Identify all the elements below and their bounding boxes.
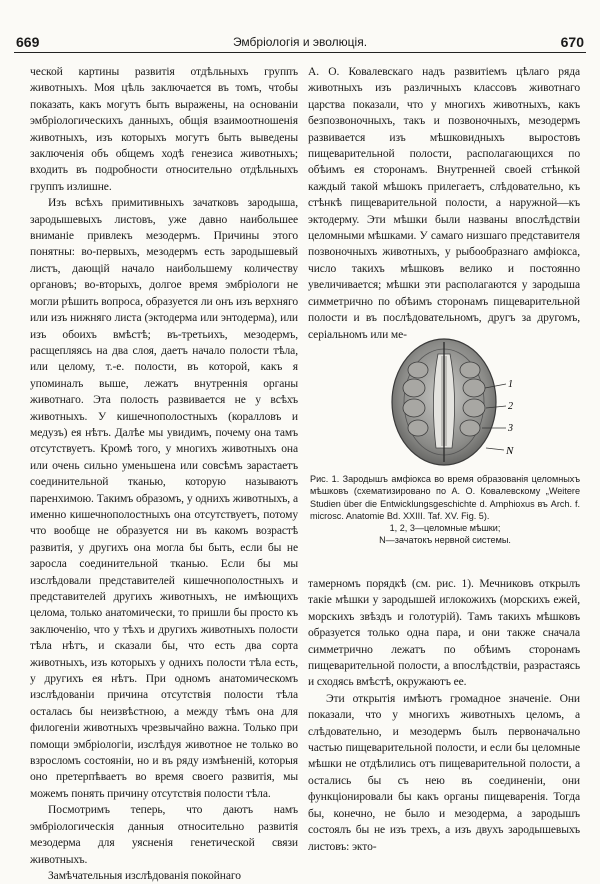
figure-caption	[310, 473, 580, 547]
paragraph: Посмотримъ теперь, что даютъ намъ эмбріологическія данныя относительно развитія мезодерма для уясненія генетической связи животныхъ.	[30, 804, 298, 866]
running-header	[14, 30, 586, 53]
page-number-right: 670	[560, 34, 584, 50]
paragraph: Эти открытія имѣютъ громадное значеніе. Они показали, что у многихъ животныхъ целомъ, а слѣдовательно, и мезодермъ былъ первоначально частью пищеварительной полости, и если бы целомные мѣшки не отдѣлились отъ пищеварительной полости, а остались бы съ нею въ соединеніи, они функціонировали бы какъ органы пищеваренія. Тогда бы, конечно, не было и мезодерма, а зародышъ состоялъ бы не изъ трехъ, а изъ двухъ зародышевыхъ листовъ: экто-	[308, 692, 580, 853]
paragraph: Изъ всѣхъ примитивныхъ зачатковъ зародыша, зародышевыхъ листовъ, уже давно наибольшее вниманіе привлекъ мезодермъ. Причины этого понятны: во-первыхъ, мезодермъ есть зародышевый листъ, дающій начало наибольшему количеству органовъ; во-вторыхъ, долгое время эмбріологи не могли рѣшить вопроса, образуется ли онъ изъ верхняго или изъ нижняго листа (эктодерма или энтодерма), или изъ обоихъ вмѣстѣ; въ-третьихъ, мезодермъ, расщепляясь на два слоя, даетъ начало полости тѣла, или целому, т.-е. полости, въ которой, какъ я упоминалъ выше, лежатъ внутреннія органы животнаго. Эта полость развивается не у всѣхъ животныхъ. У кишечнополостныхъ (коралловъ и медузъ) ея нѣтъ. Далѣе мы увидимъ, почему она тамъ отсутствуетъ. Кромѣ того, у многихъ животныхъ она или очень сильно уменьшена или совсѣмъ зарастаетъ соединительной тканью, которую называютъ паренхимою. Такимъ образомъ, у однихъ животныхъ, а именно кишечнополостныхъ она отсутствуетъ, потому что вообще не образуется ни въ какомъ возрастѣ развитія, у другихъ она могла бы быть, если бы не заросла соединительной тканью. Если бы мы изслѣдовали представителей кишечнополостныхъ и представителей другихъ животныхъ, не имѣющихъ целома, только анатомически, то пришли бы просто къ заключенію, что у тѣхъ и другихъ животныхъ полости тѣла нѣтъ, и сказали бы, что есть два сорта животныхъ, изъ которыхъ у однихъ полости тѣла есть, у другихъ ея нѣтъ. При одномъ анатомическомъ изслѣдованіи причина отсутствія полости тѣла осталась бы неизвѣстною, а между тѣмъ она для филогеніи животныхъ чрезвычайно важна. Только при помощи эмбріологіи, изслѣдуя животное не только во взросломъ состояніи, но и въ ряду измѣненій, которыя оно претерпѣваетъ во время своего развитія, мы можемъ понять причину отсутствія полости тѣла.	[30, 197, 298, 800]
label-sac-3: 3	[508, 423, 513, 434]
label-sac-2: 2	[508, 401, 513, 412]
label-sac-1: 1	[508, 379, 513, 390]
paragraph: тамерномъ порядкѣ (см. рис. 1). Мечниковъ открылъ такіе мѣшки у зародышей иглокожихъ (морскихъ ежей, морскихъ звѣздъ и голотурій). Тамъ такихъ мѣшковъ образуется только одна пара, и они также сначала симметрично лежатъ по обѣимъ сторонамъ пищеварительной полости, а впослѣдствіи, разрастаясь и сходясь вмѣстѣ, окружаютъ ее.	[308, 578, 580, 689]
caption-legend-2: N—зачатокъ нервной системы.	[379, 535, 511, 546]
paragraph: Замѣчательныя изслѣдованія покойнаго	[48, 869, 241, 882]
embryo-illustration	[310, 336, 578, 469]
paragraph: А. О. Ковалевскаго надъ развитіемъ цѣлаго ряда животныхъ изъ различныхъ классовъ животнаго царства показали, что у многихъ животныхъ, какъ безпозвоночныхъ, такъ и позвоночныхъ, мезодермъ развивается изъ мѣшковидныхъ выростовъ пищеварительной полости, располагающихся по обѣимъ ея сторонамъ. Внутренней своей стѣнкой каждый такой мѣшокъ прилегаетъ, слѣдовательно, къ стѣнкѣ пищеварительной полости, а наружной—къ эктодерму. Эти мѣшки были названы впослѣдствіи целомными мѣшками. У самаго низшаго представителя позвоночныхъ животныхъ, у рыбообразнаго амфіокса, число такихъ мѣшковъ велико и постоянно увеличивается; мѣшки эти располагаются у зародыша симметрично по обѣимъ сторонамъ пищеварительной полости и въ послѣдовательномъ, другъ за другомъ, серіальномъ или ме-	[308, 66, 580, 341]
page-number-left: 669	[16, 34, 40, 50]
right-column-bottom	[308, 576, 580, 855]
paragraph: ческой картины развитія отдѣльныхъ группъ животныхъ. Моя цѣль заключается въ томъ, чтобы показать, какъ могутъ быть выражены, на основаніи эмбріологическихъ данныхъ, общія взаимоотношенія животныхъ, изъ которыхъ могутъ быть выведены заключенія объ общемъ ходѣ генезиса животныхъ; входить въ подробности относительно отдѣльныхъ группъ излишне.	[30, 66, 298, 193]
right-column-top	[308, 64, 580, 343]
running-title: Эмбріологія и эволюція.	[232, 35, 368, 49]
amphioxus-embryo-figure	[310, 336, 578, 469]
caption-legend-1: 1, 2, 3—целомные мѣшки;	[389, 523, 501, 534]
label-nerve: N	[506, 445, 514, 457]
left-column	[30, 64, 298, 884]
caption-text: Рис. 1. Зародышъ амфіокса во время образованія целомныхъ мѣшковъ (схематизировано по А. О. Ковалевскому „Weitere Studien über die Entwicklungsgeschichte d. Amphioxus въ Arch. f. microsc. Anatomie Bd. XXIII. Taf. XV. Fig. 5).	[310, 474, 580, 521]
